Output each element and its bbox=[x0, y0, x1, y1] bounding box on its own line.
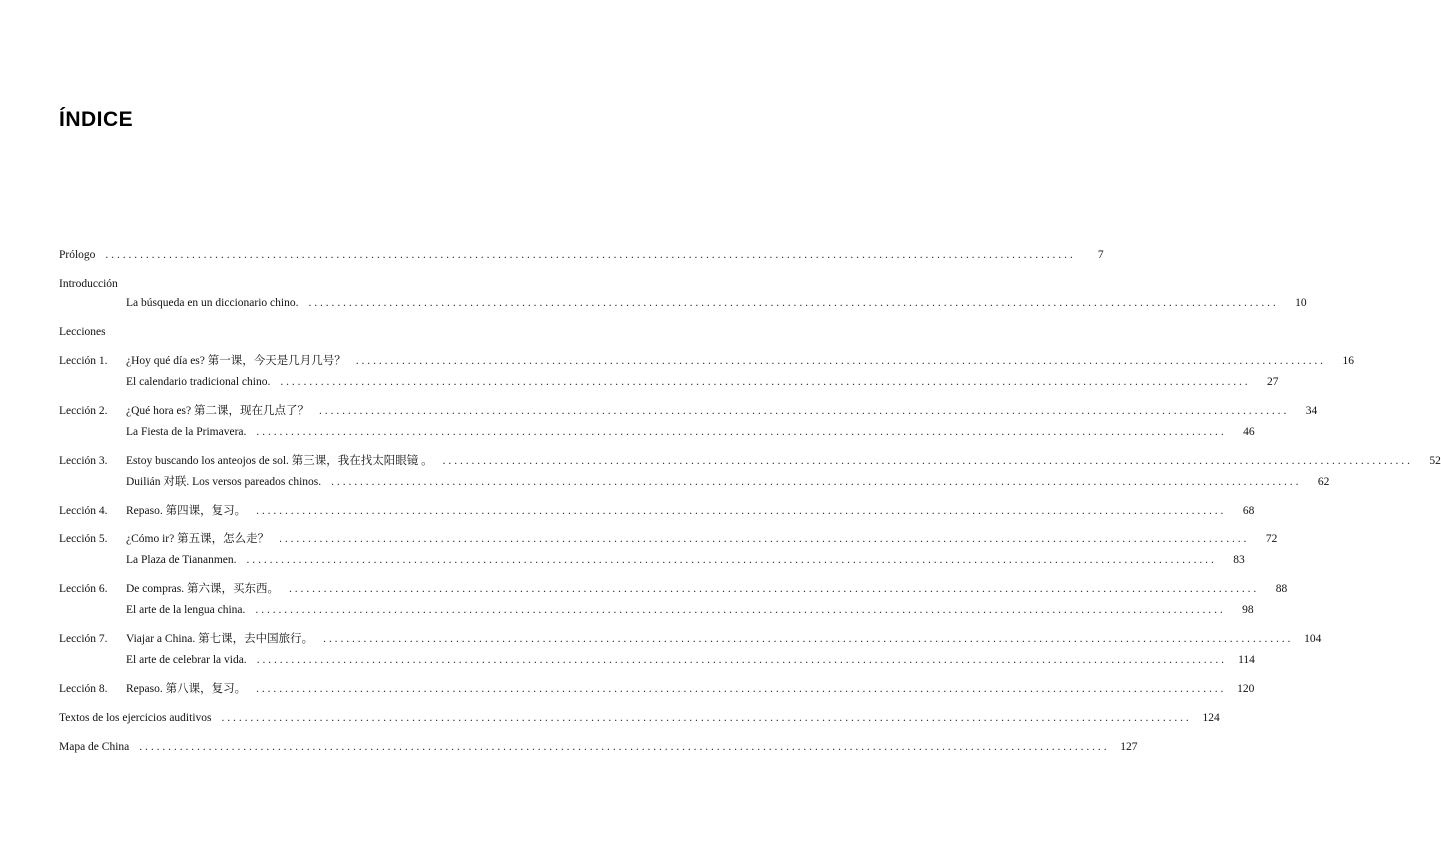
toc-entry-label: La Fiesta de la Primavera. bbox=[126, 426, 247, 438]
toc-page-number: 114 bbox=[1238, 654, 1255, 666]
toc-page-number: 88 bbox=[1275, 583, 1288, 595]
leader-dots: ........................................................................................................................................................................ bbox=[256, 426, 1227, 438]
lesson-number: Lección 3. bbox=[59, 455, 108, 467]
toc-page-number: 27 bbox=[1267, 376, 1279, 388]
toc-page-number: 10 bbox=[1295, 297, 1307, 309]
toc-entry-prologo[interactable] bbox=[59, 248, 1104, 262]
toc-entry-label: ¿Cómo ir? 第五课，怎么走？ bbox=[126, 533, 270, 545]
toc-page-number: 62 bbox=[1317, 476, 1330, 488]
leader-dots: ........................................................................................................................................................................ bbox=[355, 355, 1326, 367]
toc-entry-label: Textos de los ejercicios auditivos bbox=[59, 712, 212, 724]
toc-entry-leccion-8[interactable] bbox=[59, 682, 1255, 696]
toc-entry-leccion-2-sub[interactable] bbox=[126, 425, 1255, 439]
toc-page-number: 16 bbox=[1342, 355, 1354, 367]
leader-dots: ........................................................................................................................................................................ bbox=[319, 405, 1290, 417]
toc-page-number: 34 bbox=[1305, 405, 1318, 417]
toc-entry-leccion-6-sub[interactable] bbox=[126, 603, 1254, 617]
toc-page-number: 127 bbox=[1120, 741, 1138, 753]
leader-dots: ........................................................................................................................................................................ bbox=[246, 554, 1217, 566]
lesson-number: Lección 5. bbox=[59, 533, 108, 545]
toc-entry-label: Estoy buscando los anteojos de sol. 第三课，我在找太阳眼镜 。 bbox=[126, 455, 433, 467]
toc-entry-leccion-7[interactable] bbox=[59, 632, 1322, 646]
leader-dots: ........................................................................................................................................................................ bbox=[331, 476, 1302, 488]
lesson-number: Lección 6. bbox=[59, 583, 108, 595]
toc-entry-leccion-3-sub[interactable] bbox=[126, 475, 1330, 489]
toc-page-number: 120 bbox=[1237, 683, 1255, 695]
leader-dots: ........................................................................................................................................................................ bbox=[105, 249, 1076, 261]
lesson-number: Lección 7. bbox=[59, 633, 108, 645]
toc-page-number: 104 bbox=[1304, 633, 1322, 645]
toc-page-number: 7 bbox=[1097, 249, 1104, 261]
toc-page-number: 124 bbox=[1202, 712, 1220, 724]
toc-entry-label: Repaso. 第八课，复习。 bbox=[126, 683, 247, 695]
toc-entry-label: ¿Hoy qué día es? 第一课，今天是几月几号？ bbox=[126, 355, 346, 367]
toc-entry-label: De compras. 第六课，买东西。 bbox=[126, 583, 279, 595]
toc-entry-label: Mapa de China bbox=[59, 741, 130, 753]
toc-entry-label: El arte de la lengua china. bbox=[126, 604, 246, 616]
toc-entry-label: Repaso. 第四课，复习。 bbox=[126, 505, 247, 517]
leader-dots: ........................................................................................................................................................................ bbox=[280, 376, 1251, 388]
leader-dots: ........................................................................................................................................................................ bbox=[139, 741, 1110, 753]
toc-entry-label: El calendario tradicional chino. bbox=[126, 376, 271, 388]
leader-dots: ........................................................................................................................................................................ bbox=[221, 712, 1192, 724]
toc-entry-leccion-6[interactable] bbox=[59, 582, 1288, 596]
toc-entry-label: La búsqueda en un diccionario chino. bbox=[126, 297, 299, 309]
toc-entry-leccion-1-sub[interactable] bbox=[126, 375, 1279, 389]
toc-page-number: 83 bbox=[1233, 554, 1245, 566]
toc-entry-label: La Plaza de Tiananmen. bbox=[126, 554, 237, 566]
lesson-number: Lección 2. bbox=[59, 405, 108, 417]
toc-entry-label: Prólogo bbox=[59, 249, 96, 261]
toc-entry-leccion-3[interactable] bbox=[59, 454, 1441, 468]
leader-dots: ........................................................................................................................................................................ bbox=[289, 583, 1260, 595]
toc-page-number: 72 bbox=[1265, 533, 1278, 545]
toc-entry-leccion-1[interactable] bbox=[59, 354, 1354, 368]
section-heading-introduccion: Introducción bbox=[59, 278, 118, 290]
toc-entry-leccion-4[interactable] bbox=[59, 504, 1255, 518]
toc-page-number: 68 bbox=[1242, 505, 1255, 517]
lesson-number: Lección 4. bbox=[59, 505, 108, 517]
toc-entry-leccion-2[interactable] bbox=[59, 404, 1318, 418]
lesson-number: Lección 8. bbox=[59, 683, 108, 695]
leader-dots: ........................................................................................................................................................................ bbox=[256, 505, 1227, 517]
toc-entry-leccion-5[interactable] bbox=[59, 532, 1278, 546]
leader-dots: ........................................................................................................................................................................ bbox=[255, 604, 1226, 616]
leader-dots: ........................................................................................................................................................................ bbox=[256, 683, 1227, 695]
leader-dots: ........................................................................................................................................................................ bbox=[308, 297, 1279, 309]
lesson-number: Lección 1. bbox=[59, 355, 108, 367]
leader-dots: ........................................................................................................................................................................ bbox=[442, 455, 1413, 467]
toc-entry-textos[interactable] bbox=[59, 711, 1220, 725]
page-title: ÍNDICE bbox=[59, 108, 134, 131]
toc-entry-label: ¿Qué hora es? 第二课，现在几点了？ bbox=[126, 405, 310, 417]
toc-entry-leccion-7-sub[interactable] bbox=[126, 653, 1255, 667]
toc-entry-leccion-5-sub[interactable] bbox=[126, 553, 1245, 567]
toc-page-number: 52 bbox=[1429, 455, 1441, 467]
toc-entry-label: Viajar a China. 第七课，去中国旅行。 bbox=[126, 633, 314, 645]
section-heading-lecciones: Lecciones bbox=[59, 326, 106, 338]
toc-entry-label: El arte de celebrar la vida. bbox=[126, 654, 247, 666]
toc-page-number: 98 bbox=[1242, 604, 1254, 616]
leader-dots: ........................................................................................................................................................................ bbox=[323, 633, 1294, 645]
toc-entry-busqueda[interactable] bbox=[126, 296, 1307, 310]
toc-entry-mapa[interactable] bbox=[59, 740, 1138, 754]
leader-dots: ........................................................................................................................................................................ bbox=[256, 654, 1227, 666]
toc-page-number: 46 bbox=[1243, 426, 1255, 438]
leader-dots: ........................................................................................................................................................................ bbox=[279, 533, 1250, 545]
toc-entry-label: Duilián 对联. Los versos pareados chinos. bbox=[126, 476, 322, 488]
